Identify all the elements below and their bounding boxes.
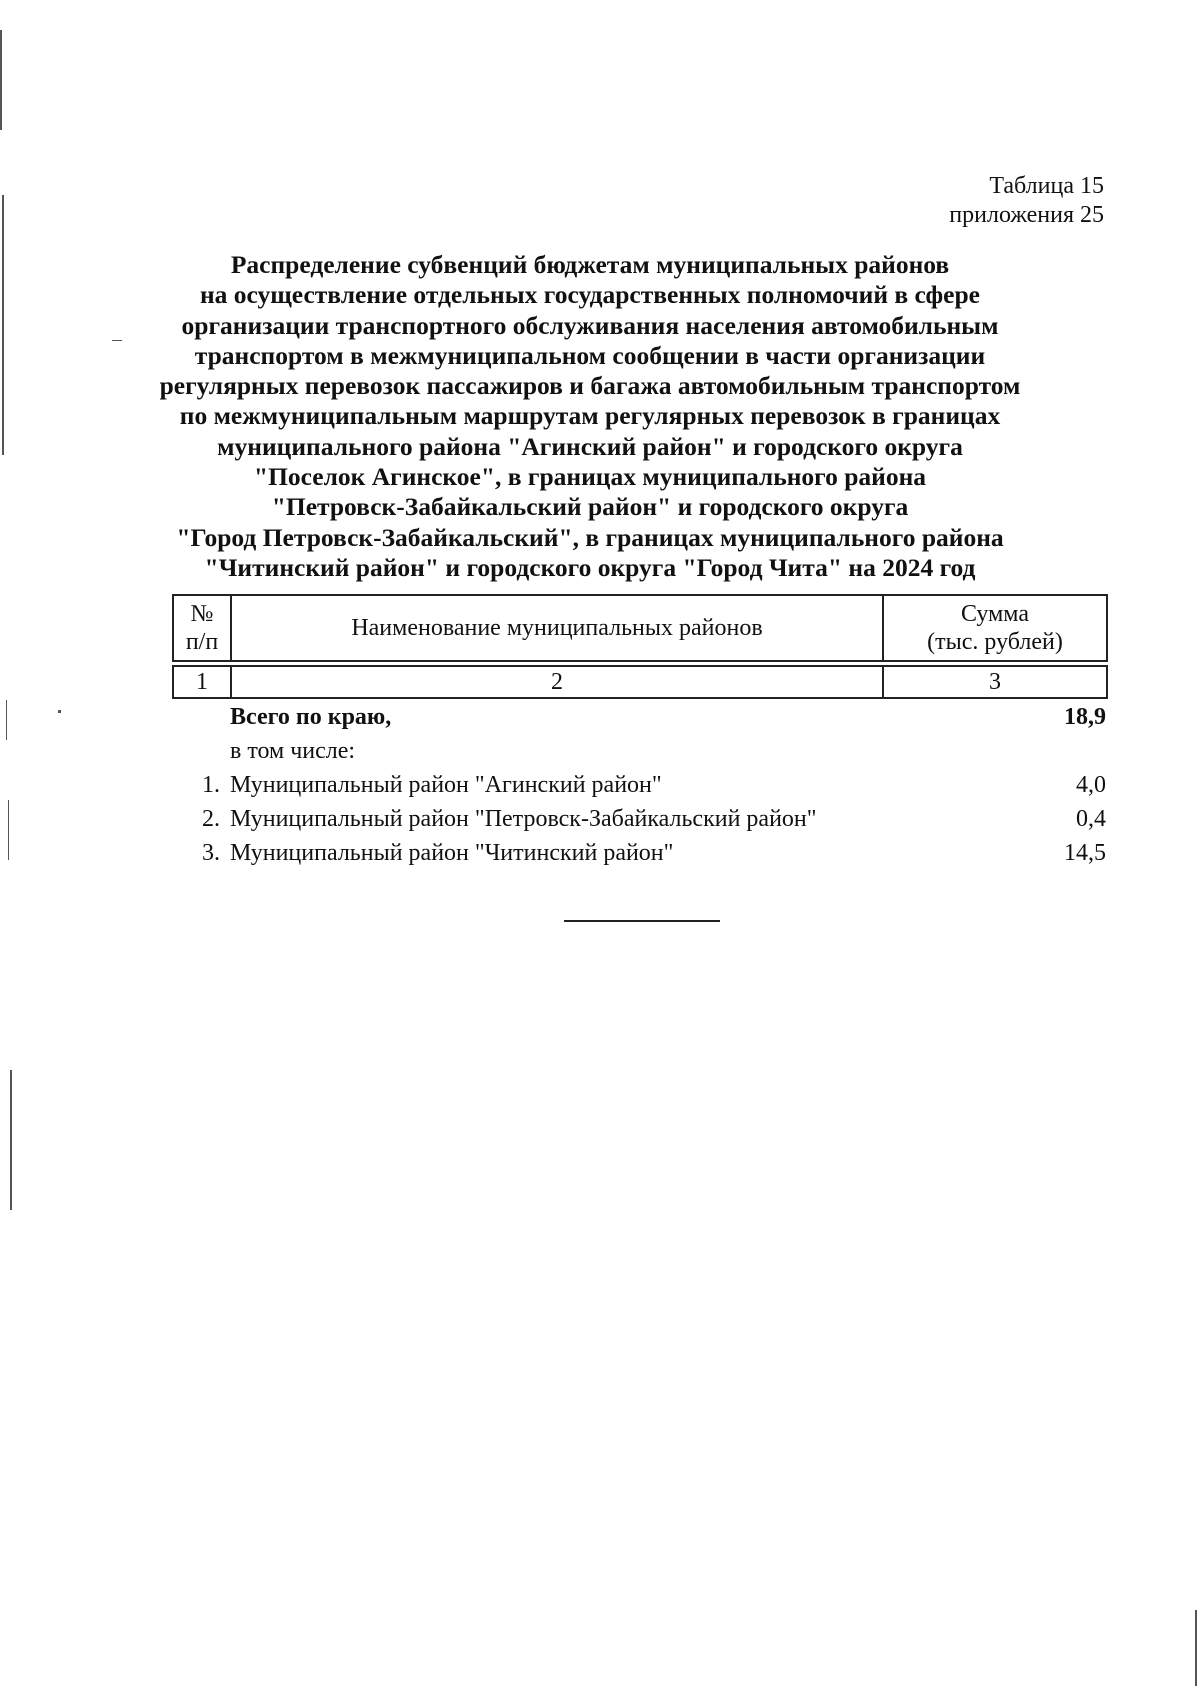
scan-artifact — [6, 700, 7, 740]
header-number-abbr: п/п — [185, 629, 219, 655]
header-sum-unit: (тыс. рублей) — [927, 629, 1063, 655]
column-numbers-row — [172, 665, 1108, 699]
column-number: 1 — [173, 666, 231, 698]
row-value: 14,5 — [1064, 840, 1106, 866]
scan-artifact — [10, 1070, 12, 1210]
title-line: "Читинский район" и городского округа "Город Чита" на 2024 год — [204, 552, 976, 582]
row-name: Муниципальный район "Агинский район" — [230, 772, 662, 798]
title-line: "Город Петровск-Забайкальский", в границах муниципального района — [176, 522, 1004, 552]
title-line: на осуществление отдельных государственных полномочий в сфере — [199, 280, 980, 310]
row-number: 1. — [202, 772, 220, 798]
total-row — [172, 700, 1108, 734]
title-line: "Поселок Агинское", в границах муниципального района — [253, 462, 927, 492]
scan-artifact — [2, 195, 4, 455]
column-number: 2 — [231, 666, 883, 698]
total-label: Всего по краю, — [230, 704, 392, 730]
header-sum-cell — [883, 595, 1107, 661]
title-line: организации транспортного обслуживания населения автомобильным — [181, 310, 999, 340]
scan-artifact — [58, 710, 61, 713]
title-line: Распределение субвенций бюджетам муниципальных районов — [230, 250, 950, 279]
title-line: транспортом в межмуниципальном сообщении в части организации — [194, 340, 986, 370]
title-line: по межмуниципальным маршрутам регулярных перевозок в границах — [179, 401, 1001, 431]
row-number: 2. — [202, 806, 220, 832]
scan-artifact — [0, 30, 2, 130]
total-value: 18,9 — [1064, 704, 1106, 730]
subtotal-label: в том числе: — [230, 738, 356, 764]
scan-artifact — [8, 800, 9, 860]
row-number: 3. — [202, 840, 220, 866]
header-number-sign: № — [190, 601, 214, 627]
row-value: 0,4 — [1076, 806, 1106, 832]
column-number: 3 — [883, 666, 1107, 698]
table-number: Таблица 15 — [989, 173, 1104, 199]
table-row — [172, 802, 1108, 836]
appendix-number: приложения 25 — [949, 202, 1104, 228]
title-line: "Петровск-Забайкальский район" и городского округа — [271, 492, 909, 522]
header-sum-label: Сумма — [961, 601, 1029, 627]
table-header — [172, 594, 1108, 662]
subtotal-row — [172, 734, 1108, 768]
table-body — [172, 700, 1108, 870]
row-name: Муниципальный район "Читинский район" — [230, 840, 674, 866]
scan-artifact — [1195, 1610, 1197, 1686]
document-title — [150, 250, 1030, 583]
table-row — [172, 768, 1108, 802]
row-name: Муниципальный район "Петровск-Забайкальский район" — [230, 806, 817, 832]
end-divider — [564, 920, 720, 922]
title-line: муниципального района "Агинский район" и городского округа — [217, 431, 963, 461]
header-name-cell: Наименование муниципальных районов — [231, 595, 883, 661]
table-row — [172, 836, 1108, 870]
table-reference — [949, 172, 1104, 230]
scan-artifact — [112, 340, 122, 341]
title-line: регулярных перевозок пассажиров и багажа автомобильным транспортом — [159, 371, 1021, 401]
row-value: 4,0 — [1076, 772, 1106, 798]
header-number-cell — [173, 595, 231, 661]
